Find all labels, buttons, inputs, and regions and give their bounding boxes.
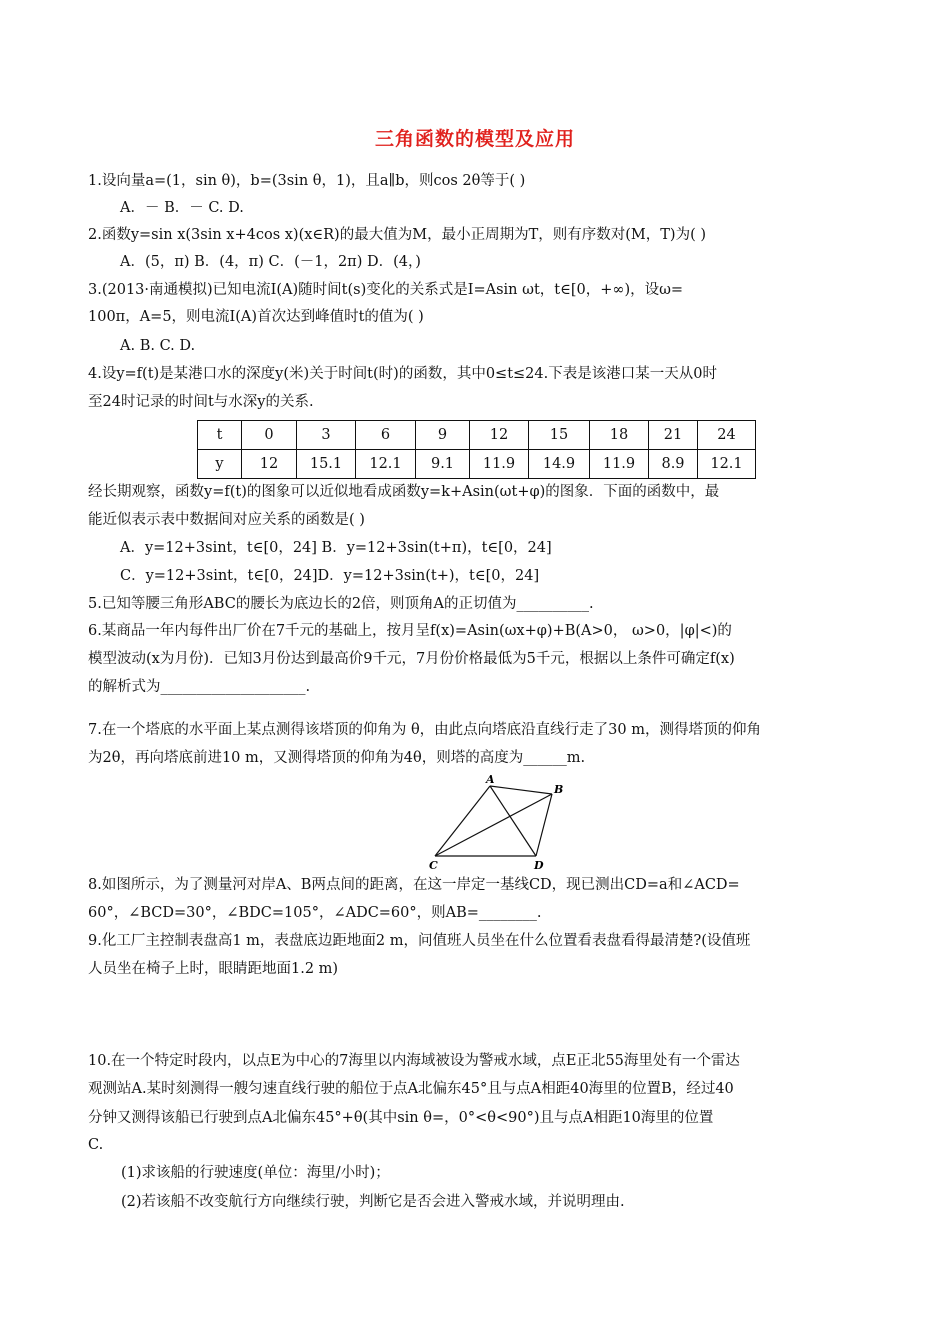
q10-part1: (1)求该船的行驶速度(单位：海里/小时)；	[121, 1165, 390, 1181]
q5-stem: 5.已知等腰三角形ABC的腰长为底边长的2倍，则顶角A的正切值为__________.	[88, 596, 594, 612]
table-cell: 15	[529, 421, 590, 450]
table-cell: 9	[416, 421, 470, 450]
q6-stem-line3: 的解析式为____________________.	[88, 679, 311, 695]
table-cell: 11.9	[590, 450, 649, 479]
depth-table	[197, 420, 756, 479]
table-cell: 12	[470, 421, 529, 450]
q1-options: A．－ B．－ C. D.	[120, 200, 244, 216]
table-cell: 21	[649, 421, 698, 450]
figure-label-d: D	[534, 859, 544, 872]
q7-stem-line2: 为2θ，再向塔底前进10 m，又测得塔顶的仰角为4θ，则塔的高度为______m.	[88, 750, 586, 766]
table-cell: 15.1	[297, 450, 356, 479]
table-cell: 12.1	[356, 450, 416, 479]
q4-stem-line3: 经长期观察，函数y=f(t)的图象可以近似地看成函数y=k+Asin(ωt+φ)的图象．下面的函数中，最	[88, 484, 720, 500]
q6-stem-line2: 模型波动(x为月份)．已知3月份达到最高价9千元，7月份价格最低为5千元，根据以上条件可确定f(x)	[88, 651, 735, 667]
segment-ac	[435, 786, 490, 856]
q2-stem: 2.函数y=sin x(3sin x+4cos x)(x∈R)的最大值为M，最小正周期为T，则有序数对(M，T)为( )	[88, 227, 706, 243]
page-title: 三角函数的模型及应用	[374, 128, 575, 150]
segment-bd	[536, 794, 552, 856]
table-cell: 0	[242, 421, 297, 450]
table-cell: 12.1	[698, 450, 756, 479]
table-row-y	[198, 450, 756, 479]
q8-stem-line2: 60°，∠BCD=30°，∠BDC=105°，∠ADC=60°，则AB=________.	[88, 905, 542, 921]
q8-stem-line1: 8.如图所示，为了测量河对岸A、B两点间的距离，在这一岸定一基线CD，现已测出CD=a和∠ACD=	[88, 877, 740, 893]
table-cell: 11.9	[470, 450, 529, 479]
q7-stem-line1: 7.在一个塔底的水平面上某点测得该塔顶的仰角为 θ，由此点向塔底沿直线行走了30 m，测得塔顶的仰角	[88, 722, 761, 738]
q1-stem: 1.设向量a=(1，sin θ)，b=(3sin θ，1)，且a∥b，则cos 2θ等于( )	[88, 173, 526, 189]
table-header-y: y	[198, 450, 242, 479]
segment-ad	[490, 786, 536, 856]
figure-label-c: C	[429, 859, 438, 872]
table-header-t: t	[198, 421, 242, 450]
q10-stem-line2: 观测站A.某时刻测得一艘匀速直线行驶的船位于点A北偏东45°且与点A相距40海里的位置B，经过40	[88, 1081, 734, 1097]
table-cell: 24	[698, 421, 756, 450]
segment-bc	[435, 794, 552, 856]
q2-options: A．(5，π) B．(4，π) C．(－1，2π) D．(4，)	[120, 254, 421, 270]
q6-stem-line1: 6.某商品一年内每件出厂价在7千元的基础上，按月呈f(x)=Asin(ωx+φ)+B(A>0， ω>0，|φ|<)的	[88, 623, 732, 639]
q4-stem-line2: 至24时记录的时间t与水深y的关系.	[88, 394, 314, 410]
table-cell: 18	[590, 421, 649, 450]
triangle-figure	[420, 772, 570, 872]
q3-stem-line1: 3.(2013·南通模拟)已知电流I(A)随时间t(s)变化的关系式是I=Asin ωt，t∈[0，+∞)，设ω=	[88, 282, 684, 298]
q4-options-cd: C．y=12+3sint，t∈[0，24]D．y=12+3sin(t+)，t∈[0，24]	[120, 568, 540, 584]
q10-stem-line1: 10.在一个特定时段内，以点E为中心的7海里以内海域被设为警戒水域，点E正北55海里处有一个雷达	[88, 1053, 740, 1069]
q10-stem-line4: C.	[88, 1137, 104, 1153]
q4-stem-line1: 4.设y=f(t)是某港口水的深度y(米)关于时间t(时)的函数，其中0≤t≤24.下表是该港口某一天从0时	[88, 366, 717, 382]
table-cell: 3	[297, 421, 356, 450]
q4-stem-line4: 能近似表示表中数据间对应关系的函数是( )	[88, 512, 365, 528]
q10-part2: (2)若该船不改变航行方向继续行驶，判断它是否会进入警戒水域，并说明理由.	[121, 1194, 625, 1210]
figure-label-a: A	[486, 773, 495, 786]
q9-stem-line1: 9.化工厂主控制表盘高1 m，表盘底边距地面2 m，问值班人员坐在什么位置看表盘看得最清楚?(设值班	[88, 933, 751, 949]
table-cell: 6	[356, 421, 416, 450]
q9-stem-line2: 人员坐在椅子上时，眼睛距地面1.2 m)	[88, 961, 339, 977]
table-cell: 9.1	[416, 450, 470, 479]
figure-label-b: B	[554, 783, 564, 796]
table-cell: 12	[242, 450, 297, 479]
q3-options: A. B. C. D.	[120, 338, 196, 354]
q3-stem-line2: 100π，A=5，则电流I(A)首次达到峰值时t的值为( )	[88, 309, 424, 325]
table-row-t	[198, 421, 756, 450]
table-cell: 8.9	[649, 450, 698, 479]
q4-options-ab: A．y=12+3sint，t∈[0，24] B．y=12+3sin(t+π)，t∈[0，24]	[120, 540, 552, 556]
segment-ab	[490, 786, 552, 794]
table-cell: 14.9	[529, 450, 590, 479]
q10-stem-line3: 分钟又测得该船已行驶到点A北偏东45°+θ(其中sin θ=，0°<θ<90°)且与点A相距10海里的位置	[88, 1110, 714, 1126]
